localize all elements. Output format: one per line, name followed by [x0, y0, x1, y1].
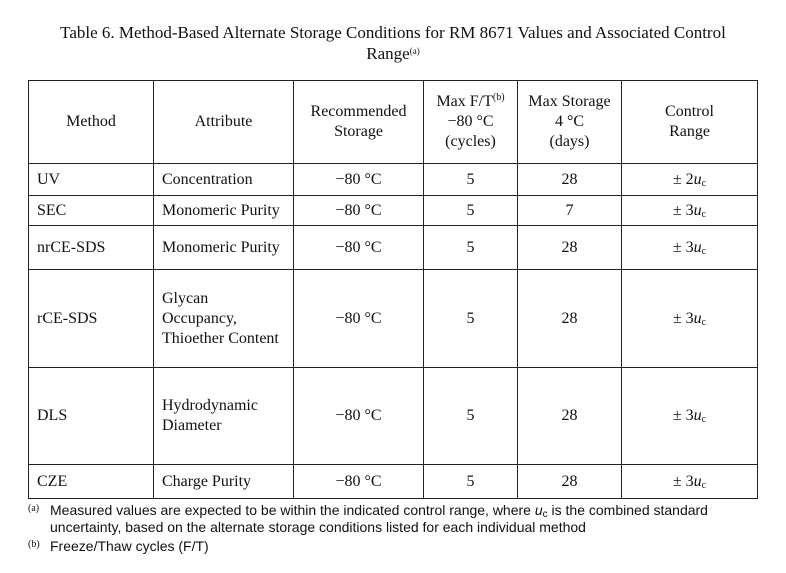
cell-attribute: Charge Purity — [154, 465, 294, 499]
storage-conditions-table — [28, 80, 758, 499]
cell-max-days: 28 — [518, 270, 622, 368]
cell-method: CZE — [29, 465, 154, 499]
footnote-a-text: Measured values are expected to be within the indicated control range, where $u_c$ is the combined standard uncertainty, based on the alternate storage conditions listed for each individual method — [50, 502, 708, 535]
cell-storage: −80 °C — [294, 368, 424, 465]
cell-attribute: Concentration — [154, 164, 294, 196]
header-max-ft: Max $F/T^{(b)}$ −80 °C (cycles) — [424, 81, 518, 164]
cell-control-range: ± $2u_c$ — [622, 164, 758, 196]
caption-line-2 — [0, 43, 786, 64]
cell-control-range: ± $3u_c$ — [622, 465, 758, 499]
table-row — [29, 368, 758, 465]
cell-control-range: ± $3u_c$ — [622, 368, 758, 465]
cell-max-ft: 5 — [424, 270, 518, 368]
cell-max-ft: 5 — [424, 465, 518, 499]
cell-max-ft: 5 — [424, 196, 518, 226]
table-row — [29, 196, 758, 226]
footnote-a — [28, 502, 778, 536]
caption-range-word: Range — [366, 44, 410, 63]
table-caption — [0, 22, 786, 64]
cell-method: nrCE-SDS — [29, 226, 154, 270]
cell-attribute: Monomeric Purity — [154, 226, 294, 270]
table-body — [29, 164, 758, 499]
cell-max-ft: 5 — [424, 164, 518, 196]
cell-attribute: Monomeric Purity — [154, 196, 294, 226]
header-attribute: Attribute — [154, 81, 294, 164]
table-row — [29, 270, 758, 368]
footnote-a-marker: (a) — [28, 503, 40, 514]
cell-method: DLS — [29, 368, 154, 465]
cell-method: UV — [29, 164, 154, 196]
cell-storage: −80 °C — [294, 270, 424, 368]
cell-max-days: 28 — [518, 164, 622, 196]
footnote-b — [28, 538, 778, 555]
table-row — [29, 226, 758, 270]
cell-storage: −80 °C — [294, 164, 424, 196]
cell-storage: −80 °C — [294, 196, 424, 226]
cell-storage: −80 °C — [294, 465, 424, 499]
cell-max-days: 28 — [518, 226, 622, 270]
cell-max-days: 28 — [518, 465, 622, 499]
cell-max-days: 7 — [518, 196, 622, 226]
caption-line-1: Table 6. Method-Based Alternate Storage Conditions for RM 8671 Values and Associated Control — [60, 23, 726, 42]
cell-attribute: Glycan Occupancy, Thioether Content — [154, 270, 294, 368]
cell-control-range: ± $3u_c$ — [622, 270, 758, 368]
cell-attribute: Hydrodynamic Diameter — [154, 368, 294, 465]
header-control-range: Control Range — [622, 81, 758, 164]
caption-footnote-marker: (a) — [409, 46, 420, 56]
cell-max-ft: 5 — [424, 368, 518, 465]
header-recommended-storage: Recommended Storage — [294, 81, 424, 164]
cell-control-range: ± $3u_c$ — [622, 196, 758, 226]
footnote-b-marker: (b) — [28, 539, 40, 550]
header-row — [29, 81, 758, 164]
cell-control-range: ± $3u_c$ — [622, 226, 758, 270]
cell-storage: −80 °C — [294, 226, 424, 270]
table-row — [29, 465, 758, 499]
footnote-b-text: Freeze/Thaw cycles (F/T) — [50, 538, 209, 554]
header-method: Method — [29, 81, 154, 164]
cell-max-ft: 5 — [424, 226, 518, 270]
cell-method: rCE-SDS — [29, 270, 154, 368]
cell-method: SEC — [29, 196, 154, 226]
cell-max-days: 28 — [518, 368, 622, 465]
header-max-storage: Max Storage 4 °C (days) — [518, 81, 622, 164]
table-row — [29, 164, 758, 196]
